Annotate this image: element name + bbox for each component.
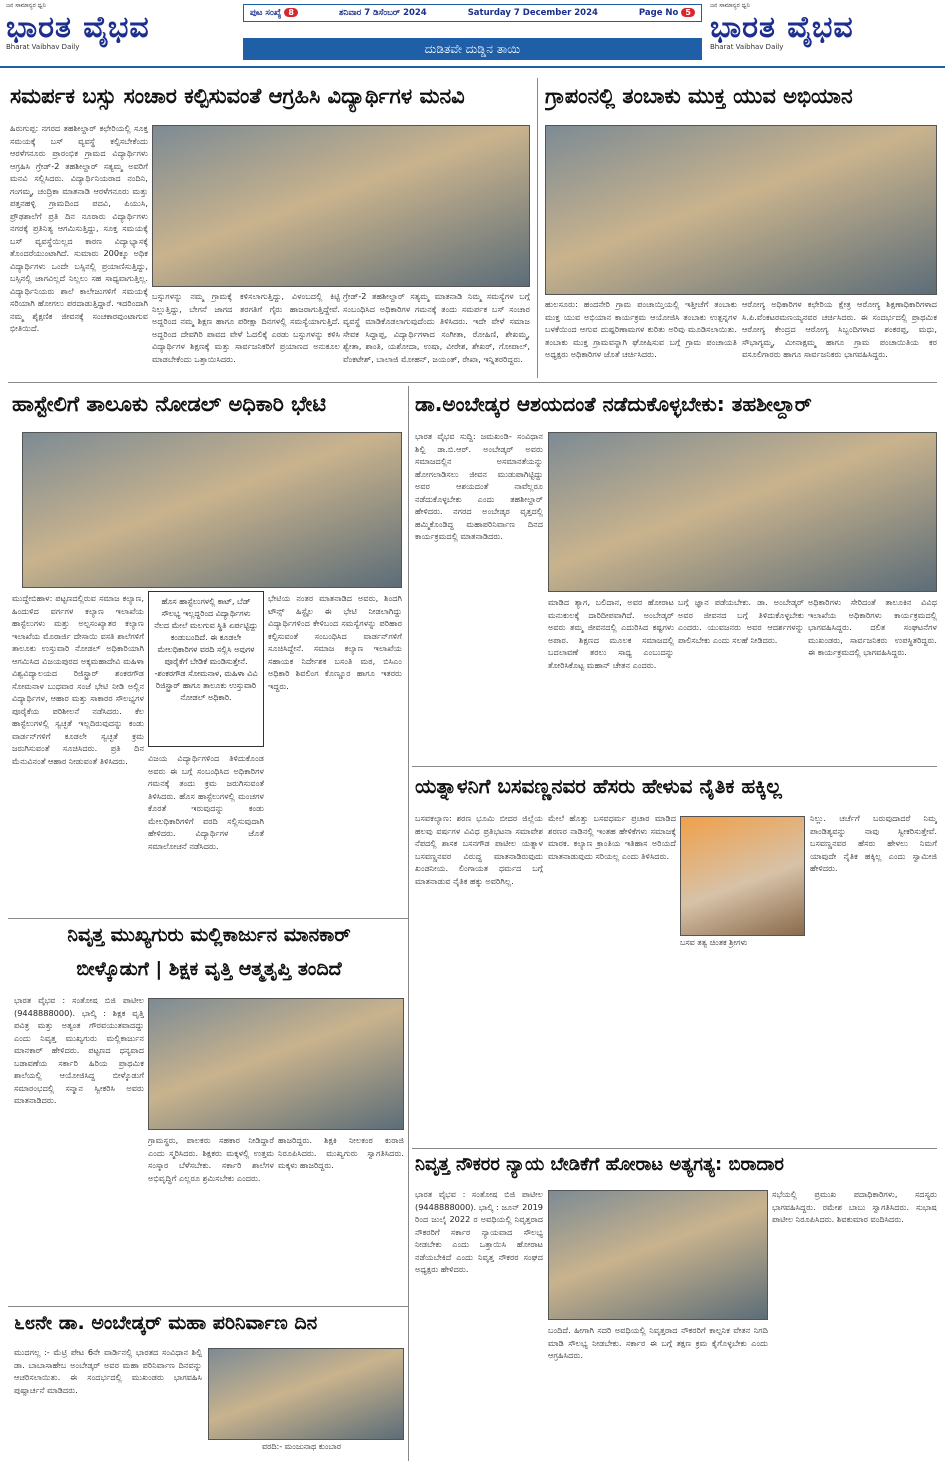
ambedkar-tribute-photo bbox=[548, 432, 937, 592]
issue-bar bbox=[243, 4, 702, 22]
basavanna-headline: ಯತ್ನಾಳನಿಗೆ ಬಸವಣ್ಣನವರ ಹೆಸರು ಹೇಳುವ ನೈತಿಕ ಹಕ್ಕಿಲ್ಲ bbox=[415, 774, 782, 798]
tobacco-meeting-photo bbox=[545, 125, 937, 295]
tobacco-col2: ಆರೋಗ್ಯ ಅಧಿಕಾರಿಗಳ ಕಛೇರಿಯ ಕ್ಷೇತ್ರ ಆರೋಗ್ಯ ಶಿಕ್ಷಣಾಧಿಕಾರಿಗಳಾದ ಸಿ.ಪಿ.ವೆಂಕಟರಮಣಯ್ಯನವರ ಚರ್ಚಿಸಿದರು. ಈ ಸಂದರ್ಭದಲ್ಲಿ ಪ್ರಾಥಮಿಕ ಆರೋಗ್ಯ ಕೇಂದ್ರದ ಆರೋಗ್ಯ ಸಿಬ್ಬಂದಿಗಳಾದ ಶಂಕರಪ್ಪ, ಮಧು, ಸೌಭಾಗ್ಯಮ್ಮ, ಮೀನಾಕ್ಷಮ್ಮ ಹಾಗೂ ಗ್ರಾಮ ಪಂಚಾಯಿತಿಯ ಕರ ವಸೂಲಿಗಾರರು ಹಾಗೂ ಸಾರ್ವಜನಿಕರು ಭಾಗವಹಿಸಿದ್ದರು. bbox=[742, 299, 937, 359]
ambedkar-tahasildar-col4: ಅಧಿಕಾರಿಗಳು ಸೇರಿದಂತೆ ತಾಲೂಕಿನ ವಿವಿಧ ಇಲಾಖೆಯ ಅಧಿಕಾರಿಗಳು ಕಾರ್ಯಕ್ರಮದಲ್ಲಿ ಭಾಗವಹಿಸಿದ್ದರು. ದಲಿತ ಸಂಘಟನೆಗಳ ಮುಖಂಡರು, ಸಾರ್ವಜನಿಕರು ಉಪಸ್ಥಿತರಿದ್ದರು. ಈ ಕಾರ್ಯಕ್ರಮದಲ್ಲಿ ಭಾಗವಹಿಸಿದ್ದರು. bbox=[808, 597, 937, 657]
page-number bbox=[639, 8, 695, 18]
mahaparinirvana-headline: ೬೮ನೇ ಡಾ. ಅಂಬೇಡ್ಕರ್ ಮಹಾ ಪರಿನಿರ್ವಾಣ ದಿನ bbox=[14, 1312, 318, 1334]
brand-tagline-left: ಜನ ಸಾಮಾನ್ಯರ ಧ್ವನಿ bbox=[6, 2, 46, 9]
retired-headline-1: ನಿವೃತ್ತ ಮುಖ್ಯಗುರು ಮಲ್ಲಿಕಾರ್ಜುನ ಮಾನಕಾರ್ bbox=[67, 924, 351, 946]
page-label: Page No bbox=[638, 8, 679, 18]
swamiji-portrait-photo bbox=[680, 816, 805, 936]
employees-col3: ಸಭೆಯಲ್ಲಿ ಪ್ರಮುಖ ಪದಾಧಿಕಾರಿಗಳು, ಸದಸ್ಯರು ಭಾಗವಹಿಸಿದ್ದರು. ರಮೇಶ ಬಾಬು ಸ್ವಾಗತಿಸಿದರು. ಸುಭಾಷ ಪಾಟೀಲ ನಿರೂಪಿಸಿದರು. ಶಿವಕುಮಾರ ವಂದಿಸಿದರು. bbox=[772, 1189, 937, 1224]
column-divider bbox=[537, 78, 538, 378]
brand-logo-right bbox=[710, 2, 940, 66]
mahaparinirvana-photo bbox=[208, 1348, 404, 1440]
bus-col2: ಬಸ್ಸುಗಳನ್ನು ನಮ್ಮ ಗ್ರಾಮಕ್ಕೆ ಕಳಿಸಲಾಗುತ್ತಿದ್ದು, ವಿಳಂಬದಲ್ಲಿ ಕಿಟ್ಟಿ ನಿಲ್ಲುತ್ತಿದ್ದು, ಬೇಗನೆ ಜಾಗದ ತರಗತಿಗೆ ಗೈರು ಹಾಜರಾಗುತ್ತಿದ್ದೇವೆ. ಅದ್ದರಿಂದ ನಮ್ಮ ಶಿಕ್ಷಣ ಹಾಗೂ ಪರೀಕ್ಷಾ ದಿನಗಳಲ್ಲಿ ಸಮಸ್ಯೆಯಾಗುತ್ತಿದೆ. ಅದ್ದರಿಂದ ದೇವಗಿರಿ ಪಾವದ ವೇಳೆ ಓದಲಿಕ್ಕೆ ಎರಡು ಬಸ್ಸುಗಳನ್ನು ಕಳಿಸಿ ವಿದ್ಯಾರ್ಥಿಗಳ ಶಿಕ್ಷಣಕ್ಕೆ ಮತ್ತು ಸಾರ್ವಜನಿಕರಿಗೆ ಪ್ರಯಾಣದ ಅನುಕೂಲ ಮಾಡಬೇಕೆಂದು ಒತ್ತಾಯಿಸಿದರು. bbox=[152, 291, 340, 364]
row-divider bbox=[8, 382, 937, 383]
issue-badge: 8 bbox=[284, 8, 298, 17]
brand-sub-right: Bharat Vaibhav Daily bbox=[710, 43, 784, 51]
issue-number bbox=[250, 8, 298, 18]
masthead bbox=[0, 0, 945, 68]
mahaparinirvana-col1: ಮುದಗಲ್ಲ :- ಮೆಟ್ರಿ ಪೇಟ 6ನೇ ವಾರ್ಡಿನಲ್ಲಿ ಭಾರತದ ಸಂವಿಧಾನ ಶಿಲ್ಪಿ ಡಾ. ಬಾಬಾಸಾಹೇಬ ಅಂಬೇಡ್ಕರ್ ಅವರ ಮಹಾ ಪರಿನಿರ್ವಾಣ ದಿನವನ್ನು ಆಚರಿಸಲಾಯಿತು. ಈ ಸಂದರ್ಭದಲ್ಲಿ ಮುಖಂಡರು ಭಾಗವಹಿಸಿ ಪುಷ್ಪಾರ್ಚನೆ ಮಾಡಿದರು. bbox=[14, 1347, 202, 1395]
bus-col1: ಹಿರುಗುಪ್ಪ: ನಗರದ ತಹಶೀಲ್ದಾರ್ ಕಛೇರಿಯಲ್ಲಿ ಸೂಕ್ತ ಸಮಯಕ್ಕೆ ಬಸ್ ವ್ಯವಸ್ಥೆ ಕಲ್ಪಿಸಬೇಕೆಂದು ಆರಳೆಗನೂರು ಪ್ರಾರಂಭಿಕ ಗ್ರಾಮದ ವಿದ್ಯಾರ್ಥಿಗಳು ಆಗ್ರಹಿಸಿ ಗ್ರೇಡ್-2 ತಹಶೀಲ್ದಾರ್ ಸತ್ಯಮ್ಮ ಅವರಿಗೆ ಮನವಿ ಸಲ್ಲಿಸಿದರು. ವಿದ್ಯಾರ್ಥಿನಿಯರಾದ ನಂದಿನಿ, ಗಂಗಮ್ಮ, ಚಂದ್ರಿಕಾ ಮಾತನಾಡಿ ಆರಳೆಗನೂರು ಮತ್ತು ಪತ್ತನಹಳ್ಳಿ ಗ್ರಾಮದಿಂದ ಪದವಿ, ಪಿಯುಸಿ, ಪ್ರೌಢಶಾಲೆಗೆ ಪ್ರತಿ ದಿನ ನೂರಾರು ವಿದ್ಯಾರ್ಥಿಗಳು ನಗರಕ್ಕೆ ಪ್ರತಿನಿತ್ಯ ಆಗಮಿಸುತ್ತಿದ್ದು, ಸೂಕ್ತ ಸಮಯಕ್ಕೆ ಬಸ್ ವ್ಯವಸ್ಥೆಯಿಲ್ಲದ ಕಾರಣ ವಿದ್ಯಾಭ್ಯಾಸಕ್ಕೆ ತೊಂದರೆಯುಂಟಾಗಿದೆ. ಸುಮಾರು 200ಕ್ಕೂ ಅಧಿಕ ವಿದ್ಯಾರ್ಥಿಗಳು ಒಂದೇ ಬಸ್ಸಿನಲ್ಲಿ ಪ್ರಯಾಣಿಸುತ್ತಿದ್ದು, ಬಸ್ಸಿನಲ್ಲಿ ಜಾಗವಿಲ್ಲದೆ ನಿಲ್ಲಲು ಸಹ ಸಾಧ್ಯವಾಗುತ್ತಿಲ್ಲ. ವಿದ್ಯಾರ್ಥಿನಿಯರು ಶಾಲೆ ಕಾಲೇಜುಗಳಿಗೆ ಸಮಯಕ್ಕೆ ಸರಿಯಾಗಿ ಹೋಗಲು ಪರದಾಡುತ್ತಿದ್ದಾರೆ. ಇದರಿಂದಾಗಿ ನಮ್ಮ ಶೈಕ್ಷಣಿಕ ಜೀವನಕ್ಕೆ ಸಂಚಕಾರವುಂಟಾಗುವ ಭೀತಿಯಿದೆ. bbox=[10, 123, 148, 333]
brand-sub-left: Bharat Vaibhav Daily bbox=[6, 43, 80, 51]
ambedkar-tahasildar-col2: ಮಾಡಿದ ತ್ಯಾಗ, ಬಲಿದಾನ, ಅವರ ಹೋರಾಟ ಮನುಕುಲಕ್ಕೆ ದಾರಿದೀಪವಾಗಿದೆ. ಅಂಬೇಡ್ಕರ್ ಅವರು ತಮ್ಮ ಜೀವನದಲ್ಲಿ ಎದುರಿಸಿದ ಕಷ್ಟಗಳು ಅಪಾರ. ಶಿಕ್ಷಣದ ಮೂಲಕ ಸಮಾಜದಲ್ಲಿ ಬದಲಾವಣೆ ತರಲು ಸಾಧ್ಯ ಎಂಬುದನ್ನು ತೋರಿಸಿಕೊಟ್ಟ ಮಹಾನ್ ಚೇತನ ಎಂದರು. bbox=[548, 597, 674, 670]
row-divider bbox=[412, 1148, 937, 1149]
page-badge: 5 bbox=[681, 8, 695, 17]
row-divider bbox=[412, 766, 937, 767]
hostel-headline: ಹಾಸ್ಟೇಲಿಗೆ ತಾಲೂಕು ನೋಡಲ್ ಅಧಿಕಾರಿ ಭೇಟಿ bbox=[12, 392, 327, 416]
hostel-quote-box: ಹೊಸ ಹಾಸ್ಟೆಲುಗಳಲ್ಲಿ ಕಾಟ್, ಬೆಡ್ ಸೌಲಭ್ಯ ಇಲ್ಲದ್ದರಿಂದ ವಿದ್ಯಾರ್ಥಿಗಳು ನೆಲದ ಮೇಲೆ ಮಲಗುವ ಸ್ಥಿತಿ ಏರ್ಪಟ್ಟಿದ್ದು ಕಂಡುಬಂದಿದೆ. ಈ ಕೂಡಲೇ ಮೇಲಧಿಕಾರಿಗಳ ವರದಿ ಸಲ್ಲಿಸಿ ಅವುಗಳ ಪೂರೈಕೆಗೆ ಬೇಡಿಕೆ ಮಂಡಿಸುತ್ತೇನೆ. -ಶಂಕರಗೌಡ ಸೋಮನಾಳ, ಮಹಿಳಾ ವಿವಿ ರಿಜಿಸ್ಟ್ರಾರ್ ಹಾಗೂ ತಾಲೂಕು ಉಸ್ತುವಾರಿ ನೋಡಲ್ ಅಧಿಕಾರಿ. bbox=[148, 591, 264, 747]
employees-group-photo bbox=[548, 1190, 768, 1320]
retired-col1: ಭಾರತ ವೈಭವ : ಸಂತೋಷ ಬಿಜಿ ಪಾಟೀಲ (9448888000). ಭಾಲ್ಕಿ : ಶಿಕ್ಷಕ ವೃತ್ತಿ ಪವಿತ್ರ ಮತ್ತು ಅತ್ಯಂತ ಗೌರವಯುತವಾದದ್ದು ಎಂದು ನಿವೃತ್ತ ಮುಖ್ಯಗುರು ಮಲ್ಲಿಕಾರ್ಜುನ ಮಾನಕಾರ್ ಹೇಳಿದರು. ಪಟ್ಟಣದ ಧನ್ಯವಾದ ಬಡಾವಣೆಯ ಸರ್ಕಾರಿ ಹಿರಿಯ ಪ್ರಾಥಮಿಕ ಶಾಲೆಯಲ್ಲಿ ಆಯೋಜಿಸಿದ್ದ ಬೀಳ್ಕೊಡುಗೆ ಸಮಾರಂಭದಲ್ಲಿ ಸನ್ಮಾನ ಸ್ವೀಕರಿಸಿ ಅವರು ಮಾತನಾಡಿದರು. bbox=[14, 995, 144, 1105]
employees-headline: ನಿವೃತ್ತ ನೌಕರರ ನ್ಯಾಯ ಬೇಡಿಕೆಗೆ ಹೋರಾಟ ಅತ್ಯಗತ್ಯ: ಬಿರಾದಾರ bbox=[415, 1154, 784, 1175]
bus-students-photo bbox=[152, 125, 530, 287]
employees-col2: ಬಂದಿದೆ. ಹೀಗಾಗಿ ಸದರಿ ಅವಧಿಯಲ್ಲಿ ನಿವೃತ್ತರಾದ ನೌಕರರಿಗೆ ಕಾಲ್ಪನಿಕ ವೇತನ ನಿಗದಿ ಮಾಡಿ ಸೌಲಭ್ಯ ನೀಡಬೇಕು. ಸರ್ಕಾರ ಈ ಬಗ್ಗೆ ತಕ್ಷಣ ಕ್ರಮ ಕೈಗೊಳ್ಳಬೇಕು ಎಂದು ಆಗ್ರಹಿಸಿದರು. bbox=[548, 1325, 768, 1360]
hostel-col3: ಭೇಟಿಯ ನಂತರ ಮಾತನಾಡಿದ ಅವರು, ಶಿಂದಗಿ ಟೌನ್ಸ್ ಹಿಸ್ಟೈಲ ಈ ಭೇಟಿ ನೀಡಲಾಗಿದ್ದು ವಿದ್ಯಾರ್ಥಿಗಳಿಂದ ಕೇಳಿಬಂದ ಸಮಸ್ಯೆಗಳನ್ನು ಪರಿಹಾರ ಕಲ್ಪಿಸುವಂತೆ ಸಂಬಂಧಿಸಿದ ವಾರ್ಡನ್‌ಗಳಿಗೆ ಸೂಚಿಸಿದ್ದೇನೆ. ಸಮಾಜ ಕಲ್ಯಾಣ ಇಲಾಖೆಯ ಸಹಾಯಕ ನಿರ್ದೇಶಕ ಬಸಂತಿ ಮಠ, ಬಿಸಿಎಂ ಅಧಿಕಾರಿ ಶಿವಲಿಂಗ ಕೊಣ್ಣೂರ ಹಾಗೂ ಇತರರು ಇದ್ದರು. bbox=[268, 593, 402, 691]
basavanna-col2: ಮೇಲೆ ಹೊತ್ತು ಬಸವಧರ್ಮ ಪ್ರಚಾರ ಮಾಡಿದ ಶರಣರ ನಾಡಿನಲ್ಲಿ ಇಂತಹ ಹೇಳಿಕೆಗಳು ಸಮಾಜಕ್ಕೆ ಮಾರಕ. ಕಲ್ಯಾಣ ಕ್ರಾಂತಿಯ ಇತಿಹಾಸ ಅರಿಯದೆ ಮಾತನಾಡುವುದು ಸರಿಯಲ್ಲ ಎಂದು ತಿಳಿಸಿದರು. bbox=[548, 813, 676, 861]
row-divider bbox=[8, 1306, 408, 1307]
brand-name-left: ಭಾರತ ವೈಭವ bbox=[6, 10, 150, 45]
retired-col3: ಹಾಜರಿದ್ದರು. ಶಿಕ್ಷಕಿ ನೀಲಕಂಠ ಕುರಾಜಿ ನಿರೂಪಿಸಿದರು. ಮುಖ್ಯಗುರು ಸ್ವಾಗತಿಸಿದರು. ಮಕ್ಕಳು ಹಾಜರಿದ್ದರು. bbox=[278, 1135, 404, 1170]
ambedkar-tahasildar-headline: ಡಾ.ಅಂಬೇಡ್ಕರ ಆಶಯದಂತೆ ನಡೆದುಕೊಳ್ಳಬೇಕು: ತಹಶೀಲ್ದಾರ್ bbox=[415, 392, 812, 416]
hostel-col1: ಮುದ್ದೇಬಿಹಾಳ: ಪಟ್ಟಣದಲ್ಲಿರುವ ಸಮಾಜ ಕಲ್ಯಾಣ, ಹಿಂದುಳಿದ ವರ್ಗಗಳ ಕಲ್ಯಾಣ ಇಲಾಖೆಯ ಹಾಸ್ಟೆಲುಗಳು ಮತ್ತು ಅಲ್ಪಸಂಖ್ಯಾತರ ಕಲ್ಯಾಣ ಇಲಾಖೆಯ ಮೊರಾರ್ಜಿ ದೇಸಾಯಿ ವಸತಿ ಶಾಲೆಗಳಿಗೆ ತಾಲೂಕು ಉಸ್ತುವಾರಿ ನೋಡಲ್ ಅಧಿಕಾರಿಯಾಗಿ ಆಗಮಿಸಿದ ವಿಜಯಪುರದ ಅಕ್ಕಮಹಾದೇವಿ ಮಹಿಳಾ ವಿಶ್ವವಿದ್ಯಾಲಯದ ರಿಜಿಸ್ಟ್ರಾರ್ ಶಂಕರಗೌಡ ಸೋಮನಾಳ ಬುಧವಾರ ಸಂಜೆ ಭೇಟಿ ನೀಡಿ ಅಲ್ಲಿನ ವಿದ್ಯಾರ್ಥಿಗಳ, ಆಹಾರ ಮತ್ತು ಸಾಕಾರರ ಸೌಲಭ್ಯಗಳ ಪೂರೈಕೆಯ ಪರಿಶೀಲನೆ ನಡೆಸಿದರು. ಕೆಲ ಹಾಸ್ಟೆಲುಗಳಲ್ಲಿ ಸ್ವಚ್ಛತೆ ಇಲ್ಲದಿರುವುದನ್ನು ಕಂಡು ವಾರ್ಡನ್‌ಗಳಿಗೆ ಕೂಡಲೇ ಸ್ವಚ್ಛತೆ ಕ್ರಮ ಜರುಗಿಸುವಂತೆ ಸೂಚಿಸಿದರು. ಪ್ರತಿ ದಿನ ಮೆನುವಿನಂತೆ ಆಹಾರ ನೀಡುವಂತೆ ತಿಳಿಸಿದರು. bbox=[12, 593, 144, 766]
retired-col2: ಗ್ರಾಮಸ್ಥರು, ಪಾಲಕರು ಸಹಕಾರ ನೀಡಿದ್ದಾರೆ ಎಂದು ಸ್ಮರಿಸಿದರು. ಶಿಕ್ಷಕರು ಮಕ್ಕಳಲ್ಲಿ ಉತ್ತಮ ಸಂಸ್ಕಾರ ಬೆಳೆಸಬೇಕು. ಸರ್ಕಾರಿ ಶಾಲೆಗಳ ಅಭಿವೃದ್ಧಿಗೆ ಎಲ್ಲರೂ ಶ್ರಮಿಸಬೇಕು ಎಂದರು. bbox=[148, 1135, 274, 1183]
tobacco-col1: ಹುಲಸೂರು: ಹಂದನೇರಿ ಗ್ರಾಮ ಪಂಚಾಯ್ತಿಯಲ್ಲಿ ಇತ್ತೀಚೆಗೆ ತಂಬಾಕು ಮುಕ್ತ ಯುವ ಅಭಿಯಾನ ಕಾರ್ಯಕ್ರಮ ಆಯೋಜಿಸಿ ತಂಬಾಕು ಉತ್ಪನ್ನಗಳ ಬಳಕೆಯಿಂದ ಆಗುವ ದುಷ್ಪರಿಣಾಮಗಳ ಕುರಿತು ಅರಿವು ಮೂಡಿಸಲಾಯಿತು. ತಂಬಾಕು ಮುಕ್ತ ಗ್ರಾಮವನ್ನಾಗಿ ಘೋಷಿಸುವ ಬಗ್ಗೆ ಗ್ರಾಮ ಪಂಚಾಯತಿ ಅಧ್ಯಕ್ಷರು ಅಧಿಕಾರಿಗಳ ಜೊತೆ ಚರ್ಚಿಸಿದರು. bbox=[545, 299, 737, 359]
brand-tagline-right: ಜನ ಸಾಮಾನ್ಯರ ಧ್ವನಿ bbox=[710, 2, 750, 9]
retirement-felicitation-photo bbox=[148, 998, 404, 1130]
bus-headline: ಸಮರ್ಪಕ ಬಸ್ಸು ಸಂಚಾರ ಕಲ್ಪಿಸುವಂತೆ ಆಗ್ರಹಿಸಿ ವಿದ್ಯಾರ್ಥಿಗಳ ಮನವಿ bbox=[10, 84, 465, 108]
row-divider bbox=[8, 918, 408, 919]
basavanna-col1: ಬಸವಕಲ್ಯಾಣ: ಶರಣ ಭೂಮಿ ಬೀದರ ಜಿಲ್ಲೆಯ ಹಲವು ವರ್ಷಗಳ ವಿವಿಧ ಪ್ರತಿಭಟನಾ ಸಮಾವೇಶ ನೆಪದಲ್ಲಿ ಶಾಸಕ ಬಸನಗೌಡ ಪಾಟೀಲ ಯತ್ನಾಳ ಬಸವಣ್ಣನವರ ವಿರುದ್ಧ ಮಾತನಾಡಿರುವುದು ಖಂಡನೀಯ. ಲಿಂಗಾಯತ ಧರ್ಮದ ಬಗ್ಗೆ ಮಾತನಾಡುವ ನೈತಿಕ ಹಕ್ಕು ಅವರಿಗಿಲ್ಲ. bbox=[415, 813, 543, 886]
brand-logo-left bbox=[6, 2, 236, 66]
kannada-date: ಶನಿವಾರ 7 ಡಿಸೆಂಬರ್ 2024 bbox=[338, 8, 427, 18]
masthead-slogan: ದುಡಿತವೇ ದುಡ್ಡಿನ ತಾಯಿ bbox=[243, 38, 702, 60]
employees-col1: ಭಾರತ ವೈಭವ : ಸಂತೋಷ ಬಿಜಿ ಪಾಟೀಲ (9448888000). ಭಾಲ್ಕಿ : ಜೂನ್ 2019 ರಿಂದ ಜುಲೈ 2022 ರ ಅವಧಿಯಲ್ಲಿ ನಿವೃತ್ತರಾದ ನೌಕರರಿಗೆ ಸರ್ಕಾರ ನ್ಯಾಯವಾದ ಸೌಲಭ್ಯ ನೀಡಬೇಕು ಎಂದು ಒತ್ತಾಯಿಸಿ ಹೋರಾಟ ನಡೆಯಬೇಕಿದೆ ಎಂದು ನಿವೃತ್ತ ನೌಕರರ ಸಂಘದ ಅಧ್ಯಕ್ಷರು ಹೇಳಿದರು. bbox=[415, 1189, 543, 1274]
ambedkar-tahasildar-col3: ಬಗ್ಗೆ ಜ್ಞಾನ ಪಡೆಯಬೇಕು. ಡಾ. ಅಂಬೇಡ್ಕರ್ ಅವರ ಜೀವನದ ಬಗ್ಗೆ ತಿಳಿದುಕೊಳ್ಳಬೇಕು ಎಂದರು. ಯುವಜನರು ಅವರ ಆದರ್ಶಗಳನ್ನು ಪಾಲಿಸಬೇಕು ಎಂದು ಸಲಹೆ ನೀಡಿದರು. bbox=[678, 597, 804, 645]
tobacco-headline: ಗ್ರಾಪಂನಲ್ಲಿ ತಂಬಾಕು ಮುಕ್ತ ಯುವ ಅಭಿಯಾನ bbox=[545, 84, 853, 108]
issue-label: ಪುಟ ಸಂಖ್ಯೆ bbox=[250, 8, 282, 18]
bus-col3: ಗ್ರೇಡ್-2 ತಹಶೀಲ್ದಾರ್ ಸತ್ಯಮ್ಮ ಮಾತನಾಡಿ ನಿಮ್ಮ ಸಮಸ್ಯೆಗಳ ಬಗ್ಗೆ ಸಂಬಂಧಿಸಿದ ಅಧಿಕಾರಿಗಳ ಗಮನಕ್ಕೆ ತಂದು ಸಮರ್ಪಕ ಬಸ್ ಸಂಚಾರ ವ್ಯವಸ್ಥೆ ಮಾಡಿಕೊಡಲಾಗುವುದೆಂದು ತಿಳಿಸಿದರು. ಇದೇ ವೇಳೆ ಸಮಾಜ ಸೇವಕ ಸಿದ್ದಾಪ್ಪ, ವಿದ್ಯಾರ್ಥಿಗಳಾದ ಸಂಗೀತಾ, ರೋಹಿಣಿ, ಶೇಖಮ್ಮ, ಶ್ವೇತಾ, ಶಾಂತಿ, ಯಶೋದಾ, ಉಷಾ, ವೀರೇಶ, ಶೇಖರ್, ಗೋಪಾಲ್, ವೆಂಕಟೇಶ್, ಬಾಲಾಜಿ ಮೋಹನ್, ಜಯಂತ್, ರೇಖಾ, ಇನ್ನಿತರರಿದ್ದರು. bbox=[343, 291, 530, 364]
ambedkar-tahasildar-col1: ಭಾರತ ವೈಭವ ಸುದ್ದಿ: ಜಮಖಂಡಿ- ಸಂವಿಧಾನ ಶಿಲ್ಪಿ ಡಾ.ಬಿ.ಆರ್. ಅಂಬೇಡ್ಕರ್ ಅವರು ಸಮಾಜದಲ್ಲಿನ ಅಸಮಾನತೆಯನ್ನು ಹೋಗಲಾಡಿಸಲು ಜೀವನ ಮುಡುಪಾಗಿಟ್ಟಿದ್ದು ಅವರ ಆಶಯದಂತೆ ನಾವೆಲ್ಲರೂ ನಡೆದುಕೊಳ್ಳಬೇಕು ಎಂದು ತಹಶೀಲ್ದಾರ್ ಹೇಳಿದರು. ನಗರದ ಅಂಬೇಡ್ಕರ ವೃತ್ತದಲ್ಲಿ ಹಮ್ಮಿಕೊಂಡಿದ್ದ ಮಹಾಪರಿನಿರ್ವಾಣ ದಿನದ ಕಾರ್ಯಕ್ರಮದಲ್ಲಿ ಮಾತನಾಡಿದರು. bbox=[415, 431, 543, 541]
mahaparinirvana-caption: ವರದಿ:- ಮಂಜುನಾಥ ಕುಂಬಾರ bbox=[262, 1442, 341, 1451]
hostel-visit-photo bbox=[22, 432, 402, 588]
english-date: Saturday 7 December 2024 bbox=[467, 8, 598, 18]
brand-name-right: ಭಾರತ ವೈಭವ bbox=[710, 10, 854, 45]
hostel-col2: ವಿಜಯ ವಿದ್ಯಾರ್ಥಿಗಳಿಂದ ತಿಳಿದುಕೊಂಡ ಅವರು ಈ ಬಗ್ಗೆ ಸಂಬಂಧಿಸಿದ ಅಧಿಕಾರಿಗಳ ಗಮನಕ್ಕೆ ತಂದು ಕ್ರಮ ಜರುಗಿಸುವಂತೆ ತಿಳಿಸಿದರು. ಹೊಸ ಹಾಸ್ಟೆಲುಗಳಲ್ಲಿ ಮಂಚಗಳ ಕೊರತೆ ಇರುವುದನ್ನು ಕಂಡು ಮೇಲಧಿಕಾರಿಗಳಿಗೆ ವರದಿ ಸಲ್ಲಿಸುವುದಾಗಿ ಹೇಳಿದರು. ವಿದ್ಯಾರ್ಥಿಗಳ ಜೊತೆ ಸಮಾಲೋಚನೆ ನಡೆಸಿದರು. bbox=[148, 753, 264, 851]
basavanna-col3: ನಿಲ್ಲು. ಚರ್ಚೆಗೆ ಬರುವುದಾದರೆ ನಿಮ್ಮ ಪಾಂಡಿತ್ಯವನ್ನು ನಾವು ಸ್ವೀಕರಿಸುತ್ತೇವೆ. ಬಸವಣ್ಣನವರ ಹೆಸರು ಹೇಳಲು ನಿಮಗೆ ಯಾವುದೇ ನೈತಿಕ ಹಕ್ಕಿಲ್ಲ ಎಂದು ಸ್ವಾಮೀಜಿ ಹೇಳಿದರು. bbox=[810, 813, 937, 873]
retired-headline-2: ಬೀಳ್ಕೊಡುಗೆ | ಶಿಕ್ಷಕ ವೃತ್ತಿ ಆತ್ಮತೃಪ್ತಿ ತಂದಿದೆ bbox=[76, 958, 342, 980]
column-divider bbox=[408, 386, 409, 1461]
swamiji-caption: ಬಸವ ತತ್ವ ಚಿಂತಕ ಶ್ರೀಗಳು bbox=[680, 938, 748, 947]
